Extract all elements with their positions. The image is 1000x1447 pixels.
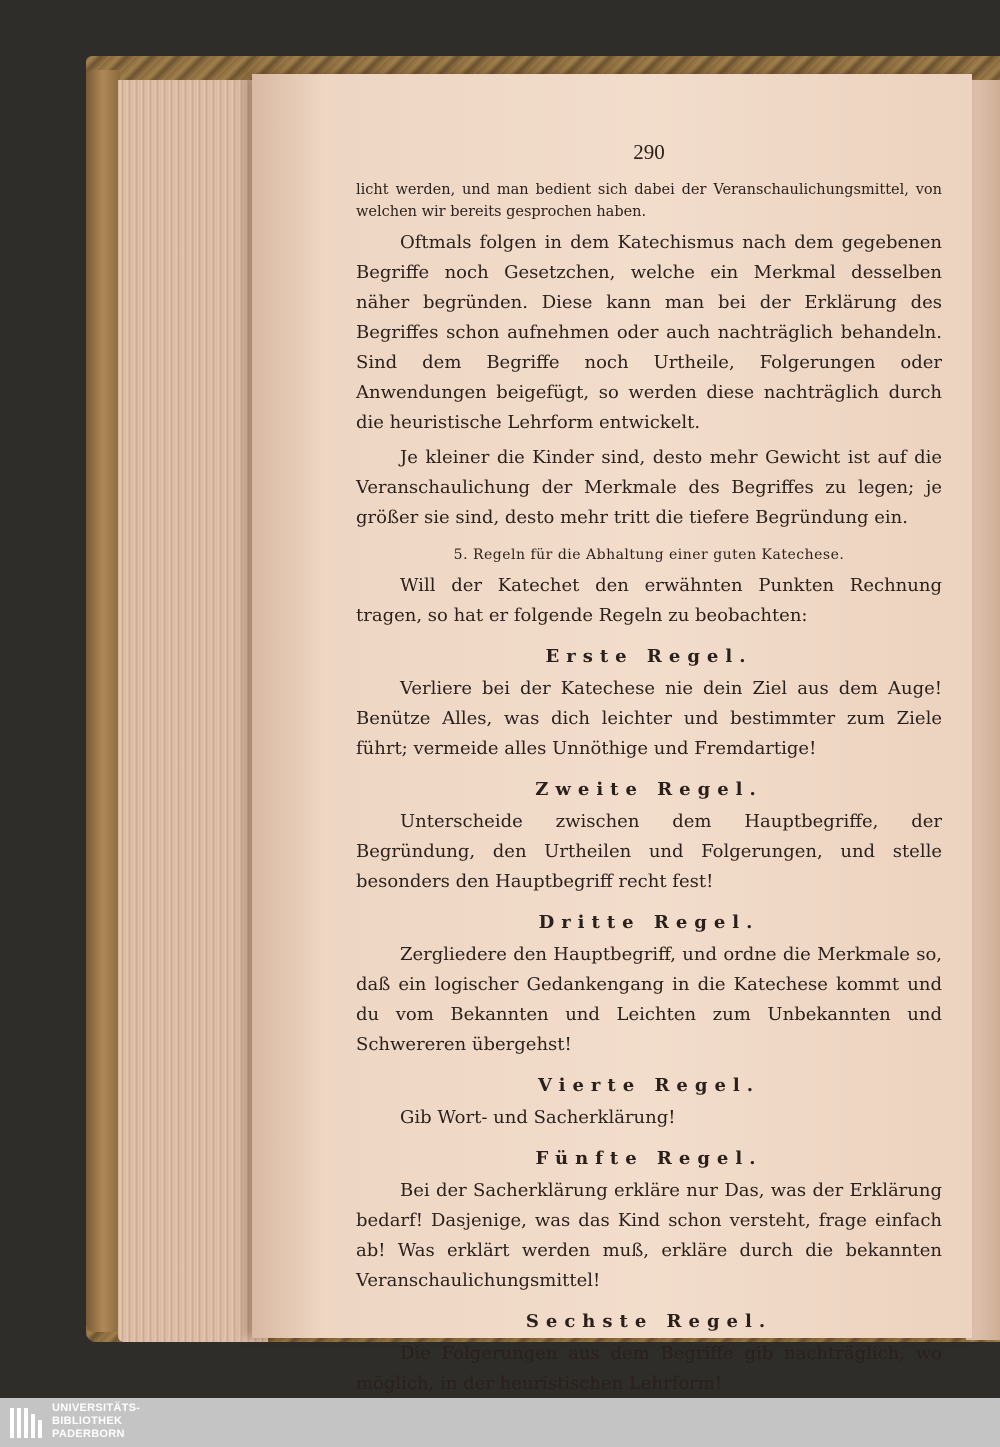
rule-heading: Erste Regel.: [545, 646, 753, 667]
rule-text: Die Folgerungen aus dem Begriffe gib nachträglich, wo möglich, in der heuristischen Lehrform!: [356, 1343, 942, 1394]
rule-heading: Zweite Regel.: [535, 779, 763, 800]
rule-heading: Vierte Regel.: [537, 1075, 760, 1096]
section-heading: 5. Regeln für die Abhaltung einer guten Katechese.: [453, 547, 845, 563]
intro-text: licht werden, und man bedient sich dabei der Veranschaulichungsmittel, von welchen wir bereits gesprochen haben.: [356, 182, 942, 220]
library-name-line: PADERBORN: [52, 1428, 125, 1440]
page-stack: [118, 80, 268, 1342]
rule-text: Verliere bei der Katechese nie dein Ziel aus dem Auge! Benütze Alles, was dich leichter und bestimmter zum Ziele führt; vermeide alles Unnöthige und Fremdartige!: [356, 678, 942, 759]
book-spine-edge: [86, 70, 120, 1332]
rule-text: Unterscheide zwischen dem Hauptbegriffe, der Begründung, den Urtheilen und Folgerungen, und stelle besonders den Hauptbegriff recht fest!: [356, 811, 942, 892]
paragraph: Oftmals folgen in dem Katechismus nach dem gegebenen Begriffe noch Gesetzchen, welche ein Merkmal desselben näher begründen. Diese kann man bei der Erklärung des Begriffes schon aufnehmen oder auch nachträglich behandeln. Sind dem Begriffe noch Urtheile, Folgerungen oder Anwendungen beigefügt, so werden diese nachträglich durch die heuristische Lehrform entwickelt.: [356, 232, 942, 433]
page-content: [356, 140, 942, 1399]
library-footer: [0, 1398, 1000, 1447]
library-name-line: UNIVERSITÄTS-: [52, 1402, 141, 1414]
rule-heading: Fünfte Regel.: [535, 1148, 763, 1169]
rule-heading: Sechste Regel.: [525, 1311, 773, 1332]
rule-text: Gib Wort- und Sacherklärung!: [400, 1107, 676, 1128]
rule-text: Zergliedere den Hauptbegriff, und ordne die Merkmale so, daß ein logischer Gedankengang in die Katechese kommt und du vom Bekannten und Leichten zum Unbekannten und Schwereren übergehst!: [356, 944, 942, 1055]
library-name-line: BIBLIOTHEK: [52, 1415, 123, 1427]
paragraph: Je kleiner die Kinder sind, desto mehr Gewicht ist auf die Veranschaulichung der Merkmale des Begriffes zu legen; je größer sie sind, desto mehr tritt die tiefere Begründung ein.: [356, 447, 942, 528]
page-number: 290: [633, 140, 665, 164]
rule-heading: Dritte Regel.: [538, 912, 760, 933]
library-name: [52, 1402, 140, 1441]
section-intro: Will der Katechet den erwähnten Punkten Rechnung tragen, so hat er folgende Regeln zu beobachten:: [356, 575, 942, 626]
university-library-logo-icon: [8, 1404, 46, 1442]
rule-text: Bei der Sacherklärung erkläre nur Das, was der Erklärung bedarf! Dasjenige, was das Kind schon versteht, frage einfach ab! Was erklärt werden muß, erkläre durch die bekannten Veranschaulichungsmittel!: [356, 1180, 942, 1291]
